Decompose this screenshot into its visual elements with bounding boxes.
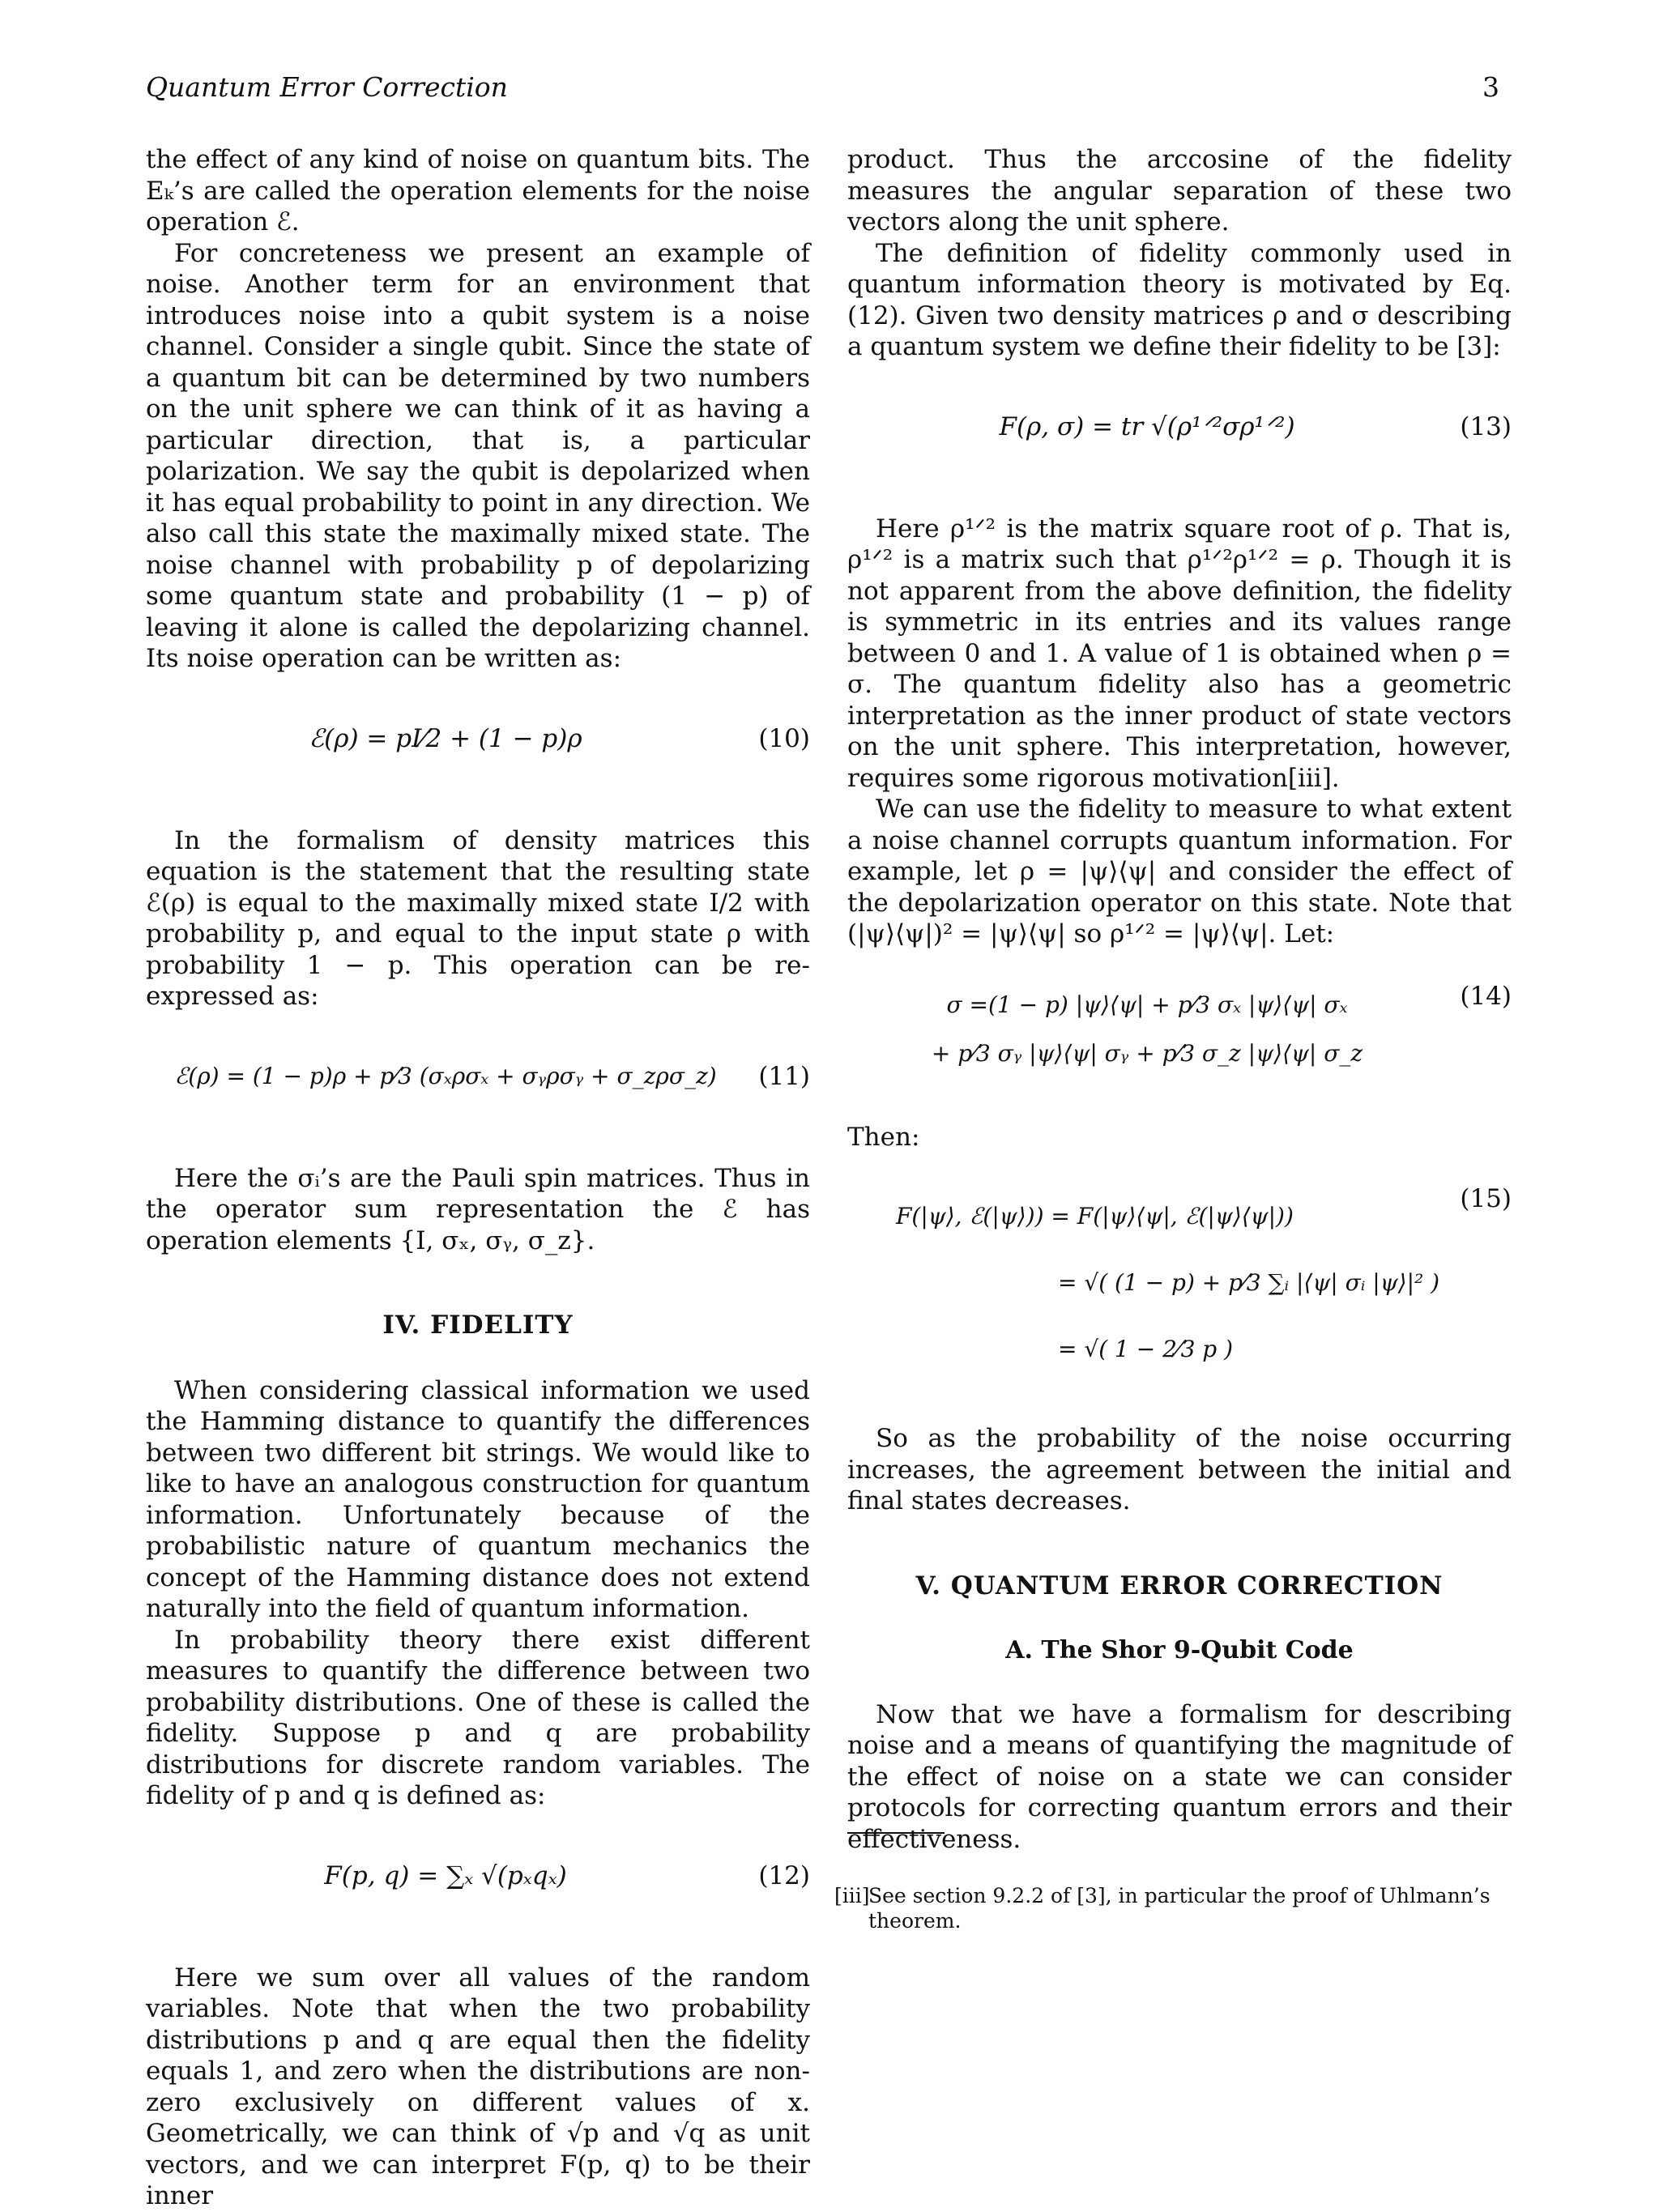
equation-line: = √( (1 − p) + p⁄3 ∑ᵢ |⟨ψ| σᵢ |ψ⟩|² ) bbox=[1058, 1269, 1440, 1296]
paragraph: the effect of any kind of noise on quantum bits. The Eₖ’s are called the operation elements for the noise operation ℰ. bbox=[146, 145, 810, 237]
paragraph: The definition of fidelity commonly used in quantum information theory is motivated by Eq. (12). Given two density matrices ρ and σ describing a quantum system we define their fidelity to be [3]: bbox=[847, 238, 1512, 361]
equation-number: (15) bbox=[1460, 1184, 1512, 1213]
equation-13 bbox=[847, 387, 1512, 484]
paragraph: We can use the fidelity to measure to what extent a noise channel corrupts quantum information. For example, let ρ = |ψ⟩⟨ψ| and consider the effect of the depolarization operator on this state. Note that (|ψ⟩⟨ψ|)² = |ψ⟩⟨ψ| so ρ¹ᐟ² = |ψ⟩⟨ψ|. Let: bbox=[847, 795, 1512, 948]
running-title: Quantum Error Correction bbox=[146, 71, 508, 103]
paragraph: When considering classical information we used the Hamming distance to quantify the differences between two different bit strings. We would like to like to have an analogous construction for quantum information. Unfortunately because of the probabilistic nature of quantum mechanics the concept of the Hamming distance does not extend naturally into the field of quantum information. bbox=[146, 1375, 810, 1623]
paragraph: Now that we have a formalism for describing noise and a means of quantifying the magnitude of the effect of noise on a state we can consider protocols for correcting quantum errors and their effectiveness. bbox=[847, 1699, 1512, 1854]
equation-15 bbox=[847, 1177, 1512, 1394]
equation-expression: F(p, q) = ∑ₓ √(pₓqₓ) bbox=[324, 1860, 567, 1890]
equation-number: (10) bbox=[758, 723, 810, 753]
paragraph: Then: bbox=[847, 1122, 920, 1152]
equation-12 bbox=[146, 1836, 810, 1933]
section-heading-fidelity: IV. FIDELITY bbox=[382, 1311, 574, 1340]
footnote-rule bbox=[847, 1832, 945, 1834]
equation-number: (13) bbox=[1460, 411, 1512, 441]
equation-number: (11) bbox=[758, 1061, 810, 1091]
equation-expression bbox=[896, 1183, 1447, 1383]
equation-10 bbox=[146, 699, 810, 796]
equation-line: + p⁄3 σᵧ |ψ⟩⟨ψ| σᵧ + p⁄3 σ_z |ψ⟩⟨ψ| σ_z bbox=[931, 1039, 1363, 1067]
right-column bbox=[847, 144, 1512, 1855]
equation-14 bbox=[847, 974, 1512, 1097]
paragraph: Here ρ¹ᐟ² is the matrix square root of ρ. That is, ρ¹ᐟ² is a matrix such that ρ¹ᐟ²ρ¹ᐟ² = ρ. Though it is not apparent from the above definition, the fidelity is symmetric in its entries and its values range between 0 and 1. A value of 1 is obtained when ρ = σ. The quantum fidelity also has a geometric interpretation as the inner product of state vectors on the unit sphere. This interpretation, however, requires some rigorous motivation[iii]. bbox=[847, 514, 1512, 793]
paragraph: For concreteness we present an example of noise. Another term for an environment that introduces noise into a qubit system is a noise channel. Consider a single qubit. Since the state of a quantum bit can be determined by two numbers on the unit sphere we can think of it as having a particular direction, that is, a particular polarization. We say the qubit is depolarized when it has equal probability to point in any direction. We also call this state the maximally mixed state. The noise channel with probability p of depolarizing some quantum state and probability (1 − p) of leaving it alone is called the depolarizing channel. Its noise operation can be written as: bbox=[146, 238, 810, 673]
paragraph: Here the σᵢ’s are the Pauli spin matrices. Thus in the operator sum representation the ℰ has operation elements {I, σₓ, σᵧ, σ_z}. bbox=[146, 1163, 810, 1255]
equation-expression: ℰ(ρ) = pI⁄2 + (1 − p)ρ bbox=[309, 723, 582, 753]
footnote-text: See section 9.2.2 of [3], in particular the proof of Uhlmann’s bbox=[868, 1884, 1491, 1907]
equation-line: σ =(1 − p) |ψ⟩⟨ψ| + p⁄3 σₓ |ψ⟩⟨ψ| σₓ bbox=[946, 991, 1348, 1018]
footnote-text-continued: theorem. bbox=[868, 1909, 962, 1933]
paragraph: In probability theory there exist different measures to quantify the difference between two probability distributions. One of these is called the fidelity. Suppose p and q are probability distributions for discrete random variables. The fidelity of p and q is defined as: bbox=[146, 1625, 810, 1810]
page-number: 3 bbox=[1482, 71, 1499, 103]
paragraph: product. Thus the arccosine of the fidelity measures the angular separation of these two vectors along the unit sphere. bbox=[847, 145, 1512, 237]
equation-number: (12) bbox=[758, 1860, 810, 1890]
equation-line: = √( 1 − 2⁄3 p ) bbox=[1058, 1336, 1234, 1362]
paragraph: In the formalism of density matrices this equation is the statement that the resulting state ℰ(ρ) is equal to the maximally mixed state I/2 with probability p, and equal to the input state ρ with probability 1 − p. This operation can be re-expressed as: bbox=[146, 825, 810, 1011]
left-column bbox=[146, 144, 810, 2212]
equation-11 bbox=[146, 1037, 810, 1134]
footnote-marker: [iii] bbox=[834, 1884, 870, 1907]
equation-line: F(|ψ⟩, ℰ(|ψ⟩)) = F(|ψ⟩⟨ψ|, ℰ(|ψ⟩⟨ψ|)) bbox=[896, 1203, 1294, 1230]
equation-expression bbox=[847, 981, 1447, 1078]
footnote bbox=[834, 1883, 1511, 1933]
paragraph: So as the probability of the noise occurring increases, the agreement between the initial and final states decreases. bbox=[847, 1424, 1512, 1515]
subsection-heading-shor-code: A. The Shor 9-Qubit Code bbox=[1005, 1636, 1354, 1664]
section-heading-quantum-error-correction: V. QUANTUM ERROR CORRECTION bbox=[915, 1571, 1444, 1600]
equation-number: (14) bbox=[1460, 981, 1512, 1011]
equation-expression: ℰ(ρ) = (1 − p)ρ + p⁄3 (σₓρσₓ + σᵧρσᵧ + σ_zρσ_z) bbox=[174, 1062, 717, 1089]
equation-expression: F(ρ, σ) = tr √(ρ¹ᐟ²σρ¹ᐟ²) bbox=[999, 411, 1295, 441]
paragraph: Here we sum over all values of the random variables. Note that when the two probability distributions p and q are equal then the fidelity equals 1, and zero when the distributions are non-zero exclusively on different values of x. Geometrically, we can think of √p and √q as unit vectors, and we can interpret F(p, q) to be their inner bbox=[146, 1963, 810, 2210]
